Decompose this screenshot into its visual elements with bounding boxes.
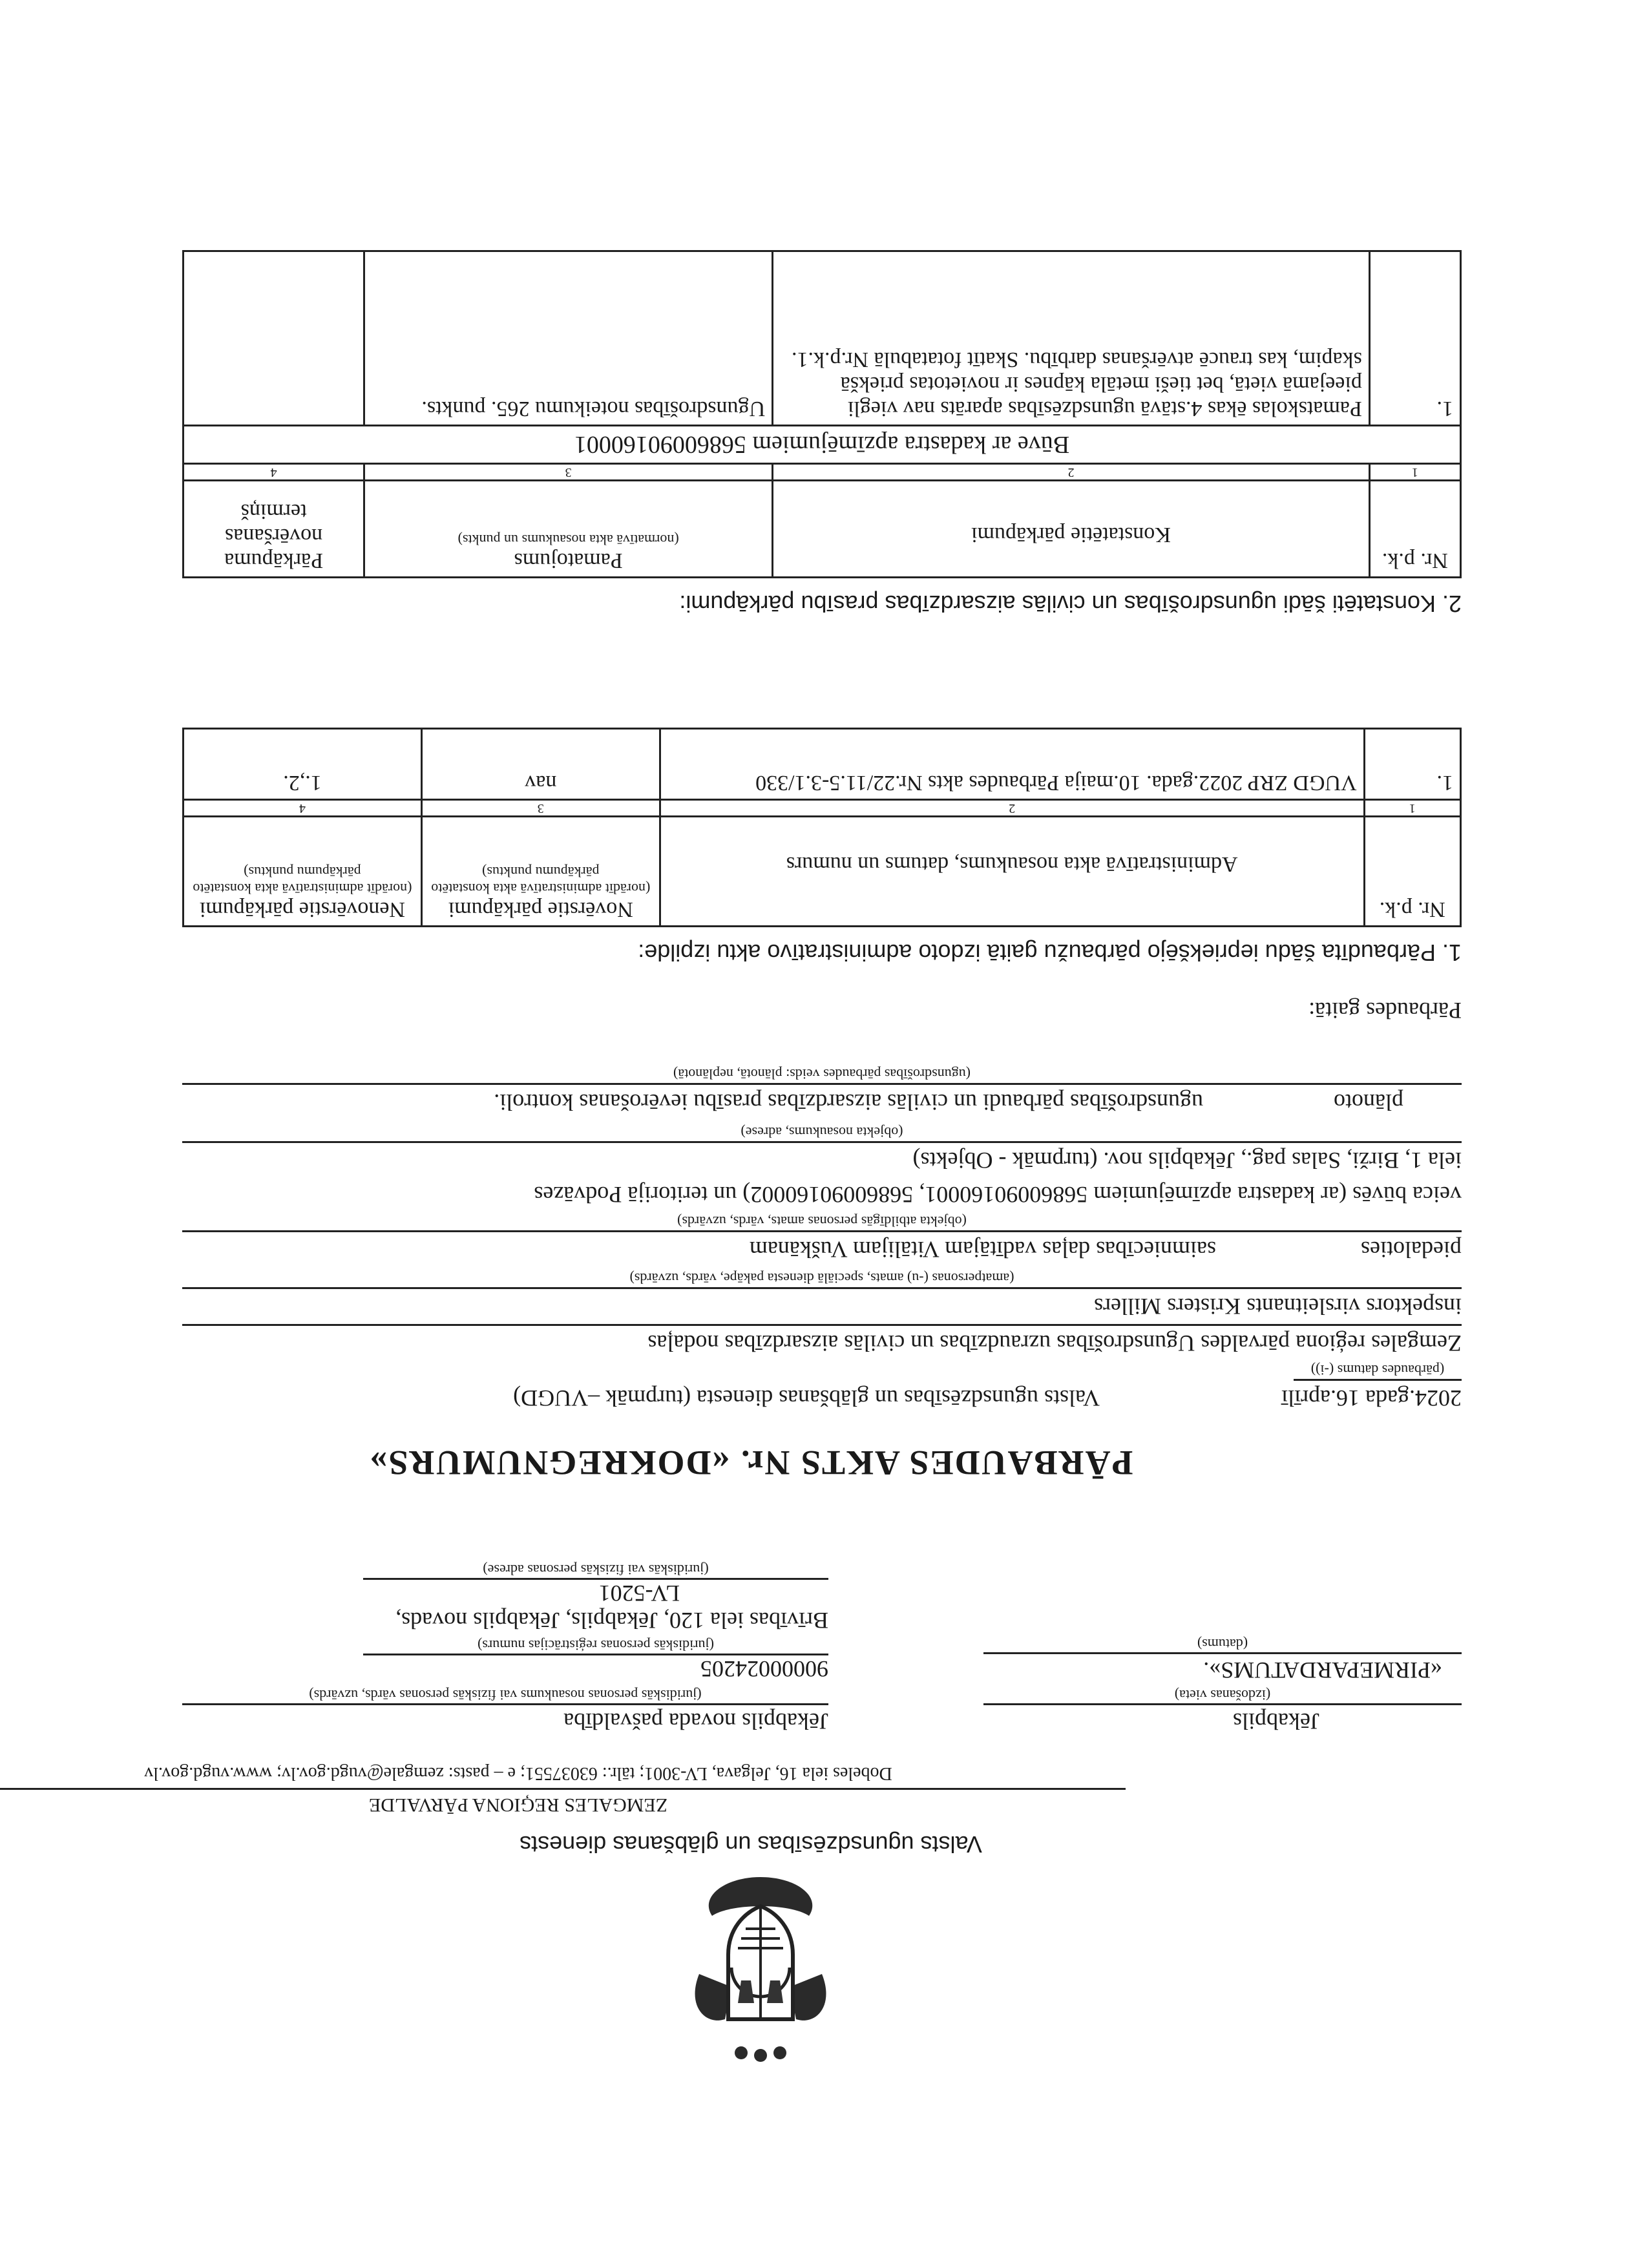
section2-header-nr: Nr. p.k. [1369, 481, 1460, 578]
inspector-name: inspektors virsleitnants Kristers Millers [1094, 1294, 1462, 1319]
inspection-place-label: (objekta nosaukums, adrese) [740, 1124, 903, 1140]
section2-table [182, 250, 1462, 578]
participating-word: piedaloties [1361, 1237, 1462, 1263]
section1-colnum-row [184, 800, 1461, 817]
section1-row-name: VUGD ZRP 2022.gada. 10.maija Pārbaudes akts Nr.22/11.5-3.1/330 [660, 729, 1364, 800]
participant-label: (objekta atbildīgās personas amats, vārds, uzvārds) [677, 1213, 967, 1230]
section2-header-basis-cell [364, 481, 773, 578]
section1-row-fixed: nav [421, 729, 660, 800]
section1-header-unfixed-cell [184, 817, 422, 927]
inspection-type-row [182, 1089, 1462, 1116]
section1-header-fixed-note: (norādīt administratīvā akta konstatēto pārkāpumu punktus) [431, 864, 651, 897]
section1-heading: 1. Pārbaudīta šādu iepriekšējo pārbaužu gaitā izdoto administratīvo aktu izpilde: [638, 940, 1462, 966]
section2-colnum: 1 [1369, 464, 1460, 481]
participant-row [182, 1236, 1462, 1263]
section1-header-unfixed-note: (norādīt administratīvā akta konstatēto pārkāpumu punktus) [193, 864, 412, 897]
section1-table [182, 728, 1462, 927]
issue-block [983, 1635, 1462, 1735]
section2-row-deadline [184, 251, 364, 426]
section1-colnum: 3 [421, 800, 660, 817]
section2-row-violation: Pamatskolas ēkas 4.stāvā ugunsdzēsības aparāts nav viegli pieejamā vietā, bet tieši metāla kāpnes ir novietotas priekšā skapim, kas traucē atvēršanas darbību. Skatīt fotatabulā Nr.p.k.1. [773, 251, 1370, 426]
section1-header-name-cell [660, 817, 1364, 927]
section2-header-row [184, 481, 1461, 578]
section1-header-nr: Nr. p.k. [1364, 817, 1460, 927]
recipient-address-label: (juridiskās vai fiziskās personas adrese) [483, 1562, 709, 1578]
section1-header-name: Administratīvā akta nosaukums, datums un numurs [786, 852, 1238, 876]
inspection-date-label: (pārbaudes datums (-i)) [1310, 1362, 1445, 1378]
section1-colnum: 2 [660, 800, 1364, 817]
section2-header-violation: Konstatētie pārkāpumi [971, 523, 1171, 547]
inspection-during: Pārbaudes gaitā: [1308, 998, 1462, 1024]
section2-header-basis: Pamatojums [514, 549, 623, 572]
section1-header-fixed-cell [421, 817, 660, 927]
section2-colnum-row [184, 464, 1461, 481]
inspection-date-row [182, 1385, 1462, 1412]
section1-row-nr: 1. [1364, 729, 1460, 800]
inspection-type-word: plānoto [1334, 1089, 1403, 1115]
inspection-service: Valsts ugunsdzēsības un glābšanas dienesta (turpmāk –VUGD) [513, 1385, 1100, 1411]
coat-of-arms-icon [686, 1871, 835, 2064]
recipient-block [182, 1561, 828, 1735]
issue-place: Jēkabpils [1233, 1708, 1319, 1734]
recipient-name: Jēkabpils novada pašvaldība [563, 1708, 828, 1734]
issue-place-label: (izdošanas vieta) [1174, 1687, 1271, 1703]
section1-header-fixed: Novērstie pārkāpumi [448, 898, 633, 921]
inspector-label: (amatpersonas (-u) amats, speciālā dienesta pakāpe, vārds, uzvārds) [629, 1270, 1014, 1286]
section2-building-label: Būve ar kadastra apzīmējumiem 56860090160001 [184, 426, 1461, 464]
section2-colnum: 3 [364, 464, 773, 481]
region-address: Dobeles iela 16, Jelgava, LV-3001; tālr.: 63037551; e – pasts: zemgale@vugd.gov.lv; www.vugd.gov.lv [144, 1763, 892, 1783]
section2-building-row [184, 426, 1461, 464]
participant-name: saimniecības daļas vadītājam Vitālijam Vuškānam [749, 1237, 1216, 1263]
recipient-address-1: Brīvības iela 120, Jēkabpils, Jēkabpils novads, [395, 1608, 828, 1633]
section1-header-unfixed: Nenovērstie pārkāpumi [199, 898, 406, 921]
section1-header-row [184, 817, 1461, 927]
agency-name: Valsts ugunsdzēsības un glābšanas dienests [520, 1831, 982, 1858]
section1-colnum: 1 [1364, 800, 1460, 817]
section1-colnum: 4 [184, 800, 422, 817]
recipient-reg-label: (juridiskās personas reģistrācijas numurs) [478, 1637, 714, 1654]
recipient-address-2: LV-5201 [598, 1580, 680, 1606]
table-row [184, 729, 1461, 800]
inspection-type-label: (ugunsdrošības pārbaudes veids: plānotā, neplānotā) [673, 1066, 971, 1082]
section2-header-basis-note: (normatīvā akta nosaukums un punkts) [457, 532, 679, 548]
table-row [184, 251, 1461, 426]
inspection-place-1: veica būvēs (ar kadastra apzīmējumiem 56860090160001, 56860090160002) un teritorijā Podvāzes [534, 1182, 1462, 1208]
document-title: PĀRBAUDES AKTS Nr. «DOKREGNUMURS» [368, 1444, 1133, 1482]
inspection-date: 2024.gada 16.aprīlī [1281, 1385, 1462, 1411]
section2-header-deadline: Pārkāpuma novēršanas termiņš [184, 481, 364, 578]
section2-row-nr: 1. [1369, 251, 1460, 426]
section1-row-unfixed: 1.,2. [184, 729, 422, 800]
issue-date-label: (datums) [1197, 1636, 1248, 1652]
section2-header-violation-cell [773, 481, 1370, 578]
section2-row-basis: Ugunsdrošības noteikumu 265. punkts. [364, 251, 773, 426]
inspection-place-2: iela 1, Birži, Salas pag., Jēkabpils nov. (turpmāk - Objekts) [912, 1148, 1462, 1173]
section2-colnum: 4 [184, 464, 364, 481]
region-name: ZEMGALES REĢIONA PĀRVALDE [0, 1788, 1126, 1816]
section2-colnum: 2 [773, 464, 1370, 481]
inspection-unit: Zemgales reģiona pārvaldes Ugunsdrošības uzraudzības un civilās aizsardzības nodaļas [647, 1330, 1462, 1356]
inspection-type-desc: ugunsdrošības pārbaudi un civilās aizsardzības prasību ievērošanas kontroli. [494, 1089, 1203, 1115]
recipient-reg-no: 90000024205 [700, 1656, 828, 1682]
recipient-name-label: (juridiskās personas nosaukums vai fiziskās personas vārds, uzvārds) [309, 1687, 702, 1703]
issue-date: «PIRMEPARDATUMS». [1203, 1657, 1442, 1683]
section2-heading: 2. Konstatēti šādi ugunsdrošības un civilās aizsardzības prasību pārkāpumi: [679, 591, 1462, 617]
